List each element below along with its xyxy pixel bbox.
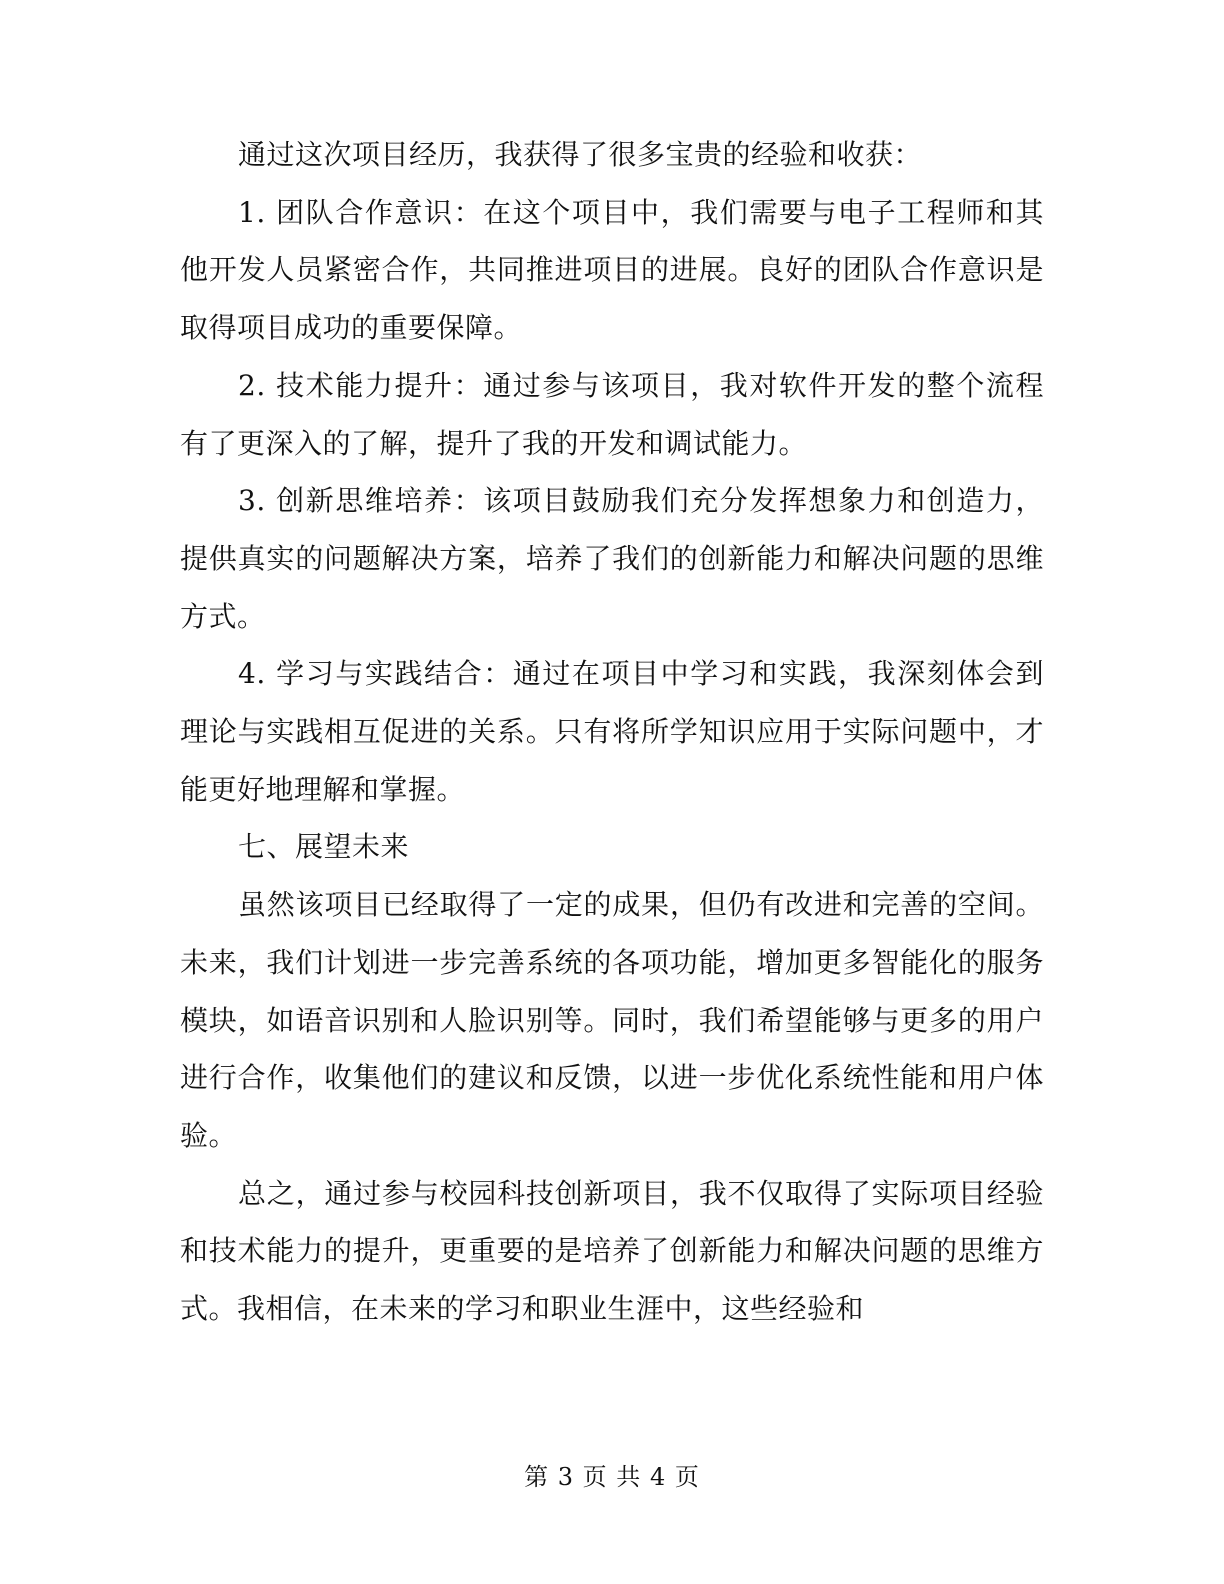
paragraph-future: 虽然该项目已经取得了一定的成果，但仍有改进和完善的空间。未来，我们计划进一步完善系统的各项功能，增加更多智能化的服务模块，如语音识别和人脸识别等。同时，我们希望能够与更多的用户进行合作，收集他们的建议和反馈，以进一步优化系统性能和用户体验。 (180, 888, 1044, 1152)
list-item-learning-practice: 4. 学习与实践结合：通过在项目中学习和实践，我深刻体会到理论与实践相互促进的关系。只有将所学知识应用于实际问题中，才能更好地理解和掌握。 (180, 657, 1044, 806)
paragraph-conclusion: 总之，通过参与校园科技创新项目，我不仅取得了实际项目经验和技术能力的提升，更重要的是培养了创新能力和解决问题的思维方式。我相信，在未来的学习和职业生涯中，这些经验和 (180, 1176, 1044, 1326)
document-body (180, 126, 1044, 1338)
list-item-innovation: 3. 创新思维培养：该项目鼓励我们充分发挥想象力和创造力，提供真实的问题解决方案，培养了我们的创新能力和解决问题的思维方式。 (180, 484, 1044, 633)
paragraph-intro: 通过这次项目经历，我获得了很多宝贵的经验和收获： (238, 138, 923, 171)
list-item-technical-skills: 2. 技术能力提升：通过参与该项目，我对软件开发的整个流程有了更深入的了解，提升了我的开发和调试能力。 (180, 368, 1044, 460)
page-number: 第 3 页 共 4 页 (524, 1463, 700, 1491)
list-item-teamwork: 1. 团队合作意识：在这个项目中，我们需要与电子工程师和其他开发人员紧密合作，共同推进项目的进展。良好的团队合作意识是取得项目成功的重要保障。 (180, 195, 1044, 345)
page-footer (0, 1462, 1224, 1492)
section-heading-future: 七、展望未来 (238, 830, 410, 864)
